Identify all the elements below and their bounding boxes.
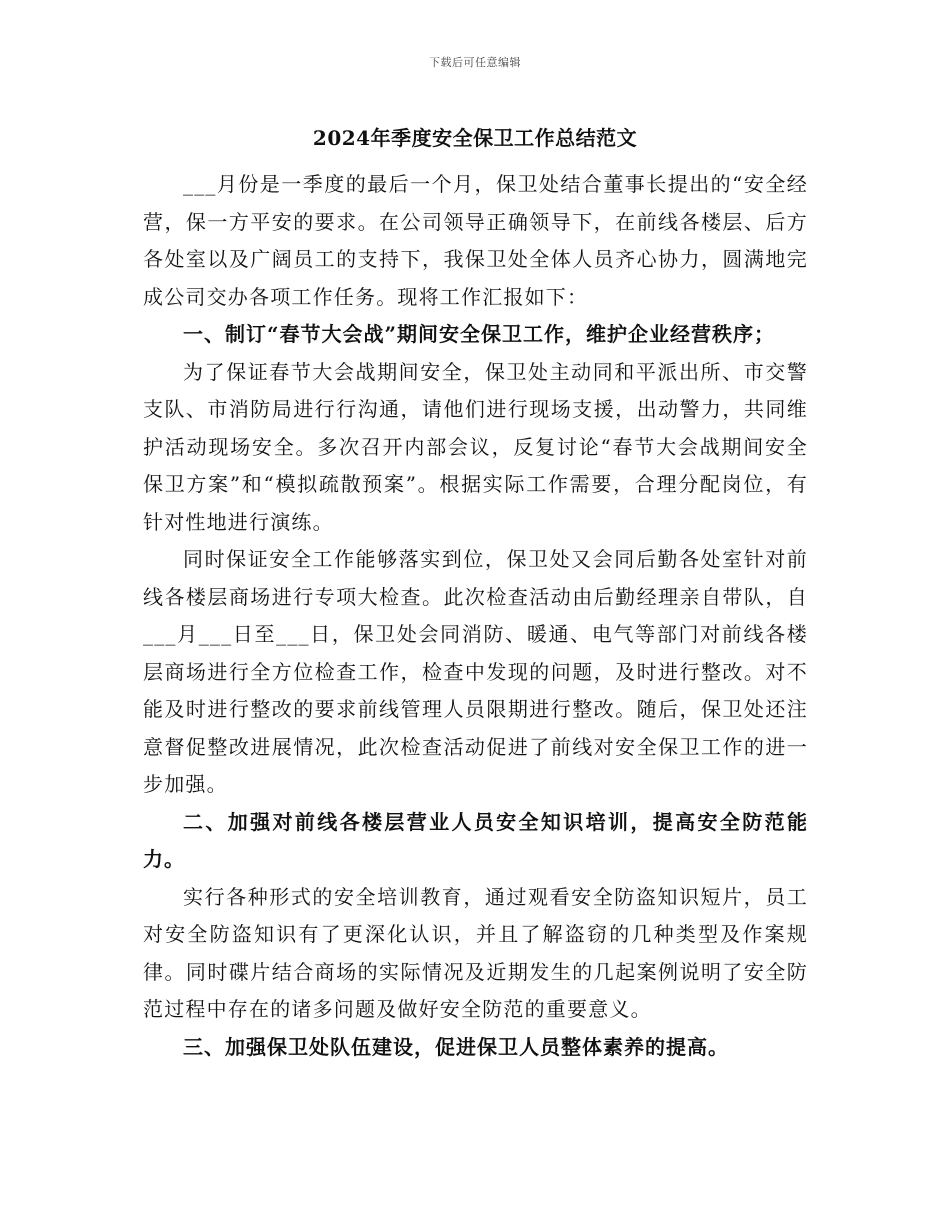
document-title: 2024年季度安全保卫工作总结范文 [312,126,638,150]
page-header-note: 下载后可任意编辑 [429,56,521,69]
body-paragraph: 实行各种形式的安全培训教育，通过观看安全防盗知识短片，员工对安全防盗知识有了更深化认识，并且了解盗窃的几种类型及作案规律。同时碟片结合商场的实际情况及近期发生的几起案例说明了安全防范过程中存在的诸多问题及做好安全防范的重要意义。 [143,884,808,1021]
body-paragraph: 为了保证春节大会战期间安全，保卫处主动同和平派出所、市交警支队、市消防局进行行沟通，请他们进行现场支援，出动警力，共同维护活动现场安全。多次召开内部会议，反复讨论“春节大会战期间安全保卫方案”和“模拟疏散预案”。根据实际工作需要，合理分配岗位，有针对性地进行演练。 [143,359,808,534]
section-heading-3: 三、加强保卫处队伍建设，促进保卫人员整体素养的提高。 [183,1034,729,1059]
document-body [143,166,808,1066]
section-heading-1: 一、制订“春节大会战”期间安全保卫工作，维护企业经营秩序； [183,322,776,346]
section-heading-2: 二、加强对前线各楼层营业人员安全知识培训，提高安全防范能力。 [143,809,808,871]
intro-paragraph: ___月份是一季度的最后一个月，保卫处结合董事长提出的“安全经营，保一方平安的要求。在公司领导正确领导下，在前线各楼层、后方各处室以及广阔员工的支持下，我保卫处全体人员齐心协力，圆满地完成公司交办各项工作任务。现将工作汇报如下： [143,172,808,309]
body-paragraph: 同时保证安全工作能够落实到位，保卫处又会同后勤各处室针对前线各楼层商场进行专项大检查。此次检查活动由后勤经理亲自带队，自___月___日至___日，保卫处会同消防、暖通、电气等部门对前线各楼层商场进行全方位检查工作，检查中发现的问题，及时进行整改。对不能及时进行整改的要求前线管理人员限期进行整改。随后，保卫处还注意督促整改进展情况，此次检查活动促进了前线对安全保卫工作的进一步加强。 [143,547,808,796]
